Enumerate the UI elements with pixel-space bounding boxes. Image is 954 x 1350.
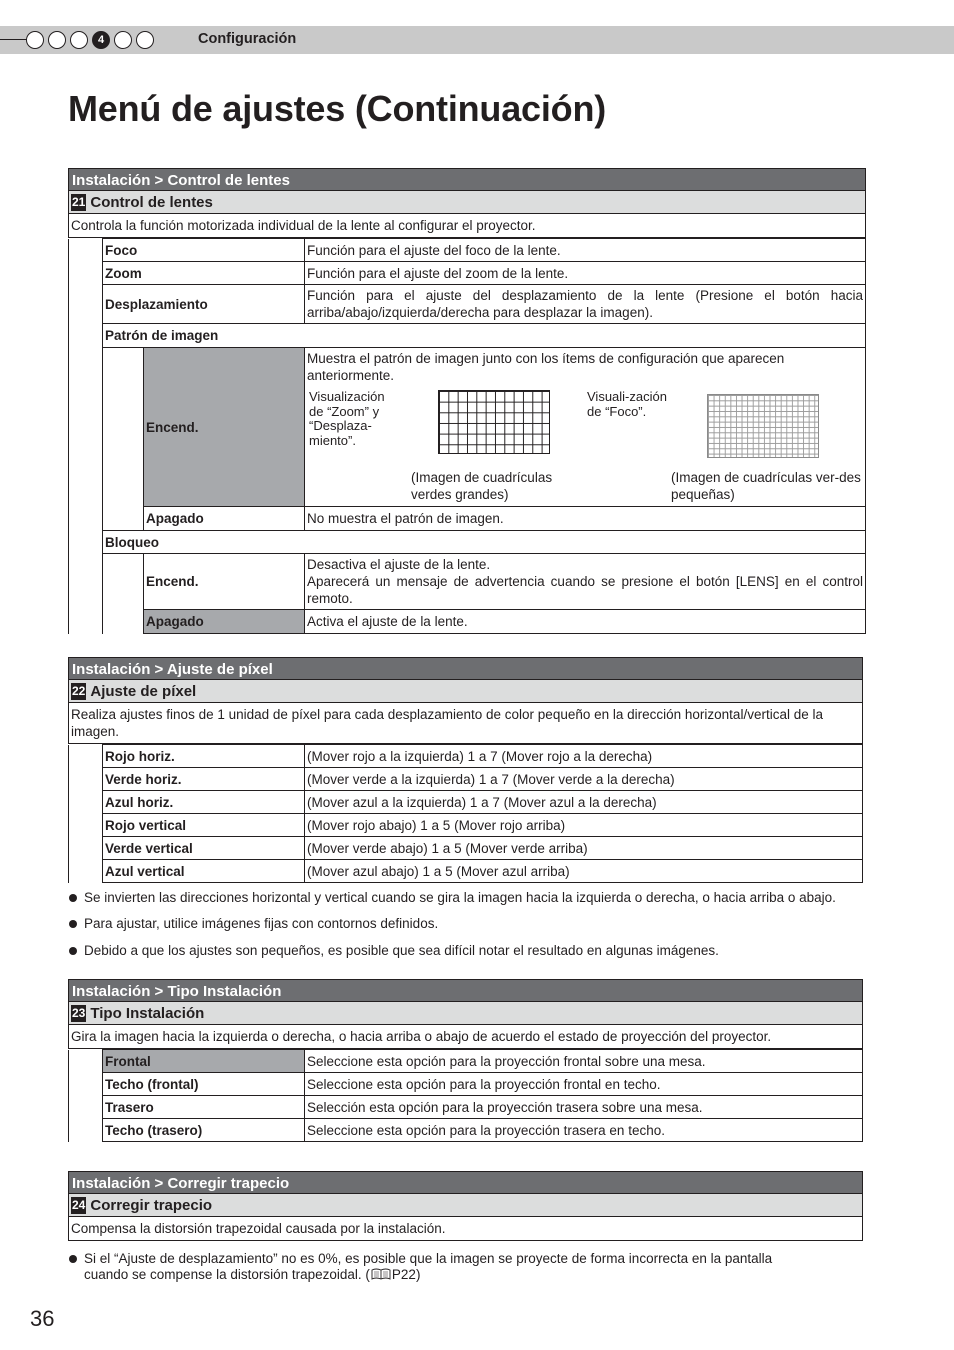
section-pixel-adjust xyxy=(68,657,863,883)
option-label: Trasero xyxy=(103,1096,305,1119)
table-row xyxy=(69,554,866,610)
option-description: Seleccione esta opción para la proyección frontal sobre una mesa. xyxy=(305,1050,863,1073)
chapter-circle-5 xyxy=(114,31,132,49)
option-description: (Mover rojo abajo) 1 a 5 (Mover rojo arriba) xyxy=(305,814,863,837)
table-row xyxy=(69,837,863,860)
section-description: Gira la imagen hacia la izquierda o derecha, o hacia arriba o abajo de acuerdo el estado de proyección del proyector. xyxy=(68,1025,863,1049)
option-description: Función para el ajuste del zoom de la lente. xyxy=(305,262,866,285)
section-subheading xyxy=(68,1002,863,1025)
table-row xyxy=(69,745,863,768)
table-row xyxy=(69,262,866,285)
table-row xyxy=(69,239,866,262)
header-rule xyxy=(0,39,28,40)
section-subheading xyxy=(68,191,866,214)
option-description: (Mover azul abajo) 1 a 5 (Mover azul arriba) xyxy=(305,860,863,883)
option-description: (Mover azul a la izquierda) 1 a 7 (Mover azul a la derecha) xyxy=(305,791,863,814)
zoom-caption: Visualización de “Zoom” y “Desplaza-miento”. xyxy=(309,389,385,448)
book-reference-icon xyxy=(371,1268,391,1280)
table-row xyxy=(69,1119,863,1142)
table-row xyxy=(69,531,866,554)
sub-option-label: Encend. xyxy=(144,554,305,610)
chapter-circle-2 xyxy=(48,31,66,49)
option-description: (Mover verde abajo) 1 a 5 (Mover verde arriba) xyxy=(305,837,863,860)
chapter-number: 4 xyxy=(97,34,105,46)
small-grid-caption: (Imagen de cuadrículas ver-des pequeñas) xyxy=(671,470,861,502)
section-heading: Instalación > Control de lentes xyxy=(68,168,866,191)
options-table xyxy=(68,744,863,883)
option-label: Techo (trasero) xyxy=(103,1119,305,1142)
indent-cell xyxy=(69,239,103,634)
section-heading: Instalación > Ajuste de píxel xyxy=(68,657,863,680)
option-label: Frontal xyxy=(103,1050,305,1073)
table-row xyxy=(69,791,863,814)
small-grid-pattern-image xyxy=(707,394,819,458)
item-name: Control de lentes xyxy=(90,193,213,211)
option-label: Bloqueo xyxy=(103,531,866,554)
option-label: Azul vertical xyxy=(103,860,305,883)
option-description: (Mover verde a la izquierda) 1 a 7 (Mover verde a la derecha) xyxy=(305,768,863,791)
section-lens-control xyxy=(68,168,866,634)
note-bullet: Para ajustar, utilice imágenes fijas con contornos definidos. xyxy=(68,916,438,932)
option-label: Patrón de imagen xyxy=(103,324,866,348)
options-table xyxy=(68,1049,863,1142)
option-label: Rojo vertical xyxy=(103,814,305,837)
item-number-badge: 21 xyxy=(72,194,86,209)
section-heading: Instalación > Corregir trapecio xyxy=(68,1171,863,1194)
section-subheading xyxy=(68,1194,863,1217)
option-description: (Mover rojo a la izquierda) 1 a 7 (Mover rojo a la derecha) xyxy=(305,745,863,768)
indent-cell xyxy=(69,1050,103,1142)
item-number-badge: 23 xyxy=(72,1005,86,1020)
lock-on-text-1: Desactiva el ajuste de la lente. xyxy=(307,557,491,572)
lock-on-text-2: Aparecerá un mensaje de advertencia cuando se presione el botón [LENS] en el control remoto. xyxy=(307,574,863,606)
chapter-circle-6 xyxy=(136,31,154,49)
option-label: Rojo horiz. xyxy=(103,745,305,768)
section-description: Compensa la distorsión trapezoidal causada por la instalación. xyxy=(68,1217,863,1241)
page-title: Menú de ajustes (Continuación) xyxy=(68,88,607,129)
option-label: Verde vertical xyxy=(103,837,305,860)
sub-option-label: Apagado xyxy=(144,610,305,634)
indent-cell xyxy=(103,554,144,634)
large-grid-pattern-image xyxy=(438,390,550,454)
chapter-circle-3 xyxy=(70,31,88,49)
note-bullet: Se invierten las direcciones horizontal y vertical cuando se gira la imagen hacia la izquierda o derecha, o hacia arriba o abajo. xyxy=(68,890,836,906)
section-installation-type xyxy=(68,979,863,1142)
option-label: Zoom xyxy=(103,262,305,285)
page-reference: P22) xyxy=(391,1267,421,1282)
chapter-circle-1 xyxy=(26,31,44,49)
option-description: Función para el ajuste del foco de la lente. xyxy=(305,239,866,262)
table-row xyxy=(69,348,866,507)
table-row xyxy=(69,285,866,324)
sub-option-label: Encend. xyxy=(144,348,305,507)
option-label: Foco xyxy=(103,239,305,262)
item-name: Tipo Instalación xyxy=(90,1004,205,1022)
indent-cell xyxy=(69,745,103,883)
option-description: Selección esta opción para la proyección trasera sobre una mesa. xyxy=(305,1096,863,1119)
table-row xyxy=(69,1050,863,1073)
table-row xyxy=(69,860,863,883)
chapter-circle-current xyxy=(92,31,110,49)
option-label: Techo (frontal) xyxy=(103,1073,305,1096)
option-description: Función para el ajuste del desplazamiento de la lente (Presione el botón hacia arriba/abajo/izquierda/derecha para desplazar la imagen). xyxy=(305,285,866,324)
table-row xyxy=(69,768,863,791)
pattern-description-cell xyxy=(305,348,866,507)
keystone-note-line-2: cuando se compense la distorsión trapezoidal. ( xyxy=(84,1267,370,1282)
table-row xyxy=(69,324,866,348)
option-description: Seleccione esta opción para la proyección frontal en techo. xyxy=(305,1073,863,1096)
table-row xyxy=(69,814,863,837)
table-row xyxy=(69,1073,863,1096)
item-name: Corregir trapecio xyxy=(90,1196,213,1214)
options-table xyxy=(68,238,866,634)
large-grid-caption: (Imagen de cuadrículas verdes grandes) xyxy=(411,470,553,502)
section-description: Controla la función motorizada individual de la lente al configurar el proyector. xyxy=(68,214,866,238)
page-number: 36 xyxy=(30,1306,55,1331)
section-heading: Instalación > Tipo Instalación xyxy=(68,979,863,1002)
lock-on-description xyxy=(305,554,866,610)
indent-cell xyxy=(103,348,144,531)
option-label: Desplazamiento xyxy=(103,285,305,324)
sub-option-label: Apagado xyxy=(144,507,305,531)
item-name: Ajuste de píxel xyxy=(90,682,197,700)
section-subheading xyxy=(68,680,863,703)
item-number-badge: 22 xyxy=(72,683,86,698)
pattern-on-text: Muestra el patrón de imagen junto con los ítems de configuración que aparecen anteriormente. xyxy=(307,351,785,383)
sub-option-description: Activa el ajuste de la lente. xyxy=(305,610,866,634)
chapter-indicator xyxy=(26,31,158,49)
section-description: Realiza ajustes finos de 1 unidad de píxel para cada desplazamiento de color pequeño en la dirección horizontal/vertical de la imagen. xyxy=(68,703,863,744)
header-section-label: Configuración xyxy=(198,31,297,47)
focus-caption: Visuali-zación de “Foco”. xyxy=(587,389,667,419)
option-description: Seleccione esta opción para la proyección trasera en techo. xyxy=(305,1119,863,1142)
option-label: Verde horiz. xyxy=(103,768,305,791)
note-bullet: Debido a que los ajustes son pequeños, es posible que sea difícil notar el resultado en algunas imágenes. xyxy=(68,943,719,959)
table-row xyxy=(69,610,866,634)
section-keystone xyxy=(68,1171,863,1241)
option-label: Azul horiz. xyxy=(103,791,305,814)
sub-option-description: No muestra el patrón de imagen. xyxy=(305,507,866,531)
item-number-badge: 24 xyxy=(72,1197,86,1212)
keystone-note-line-1: Si el “Ajuste de desplazamiento” no es 0%, es posible que la imagen se proyecte de forma incorrecta en la pantalla xyxy=(84,1251,773,1266)
table-row xyxy=(69,1096,863,1119)
note-bullet xyxy=(68,1251,848,1283)
table-row xyxy=(69,507,866,531)
